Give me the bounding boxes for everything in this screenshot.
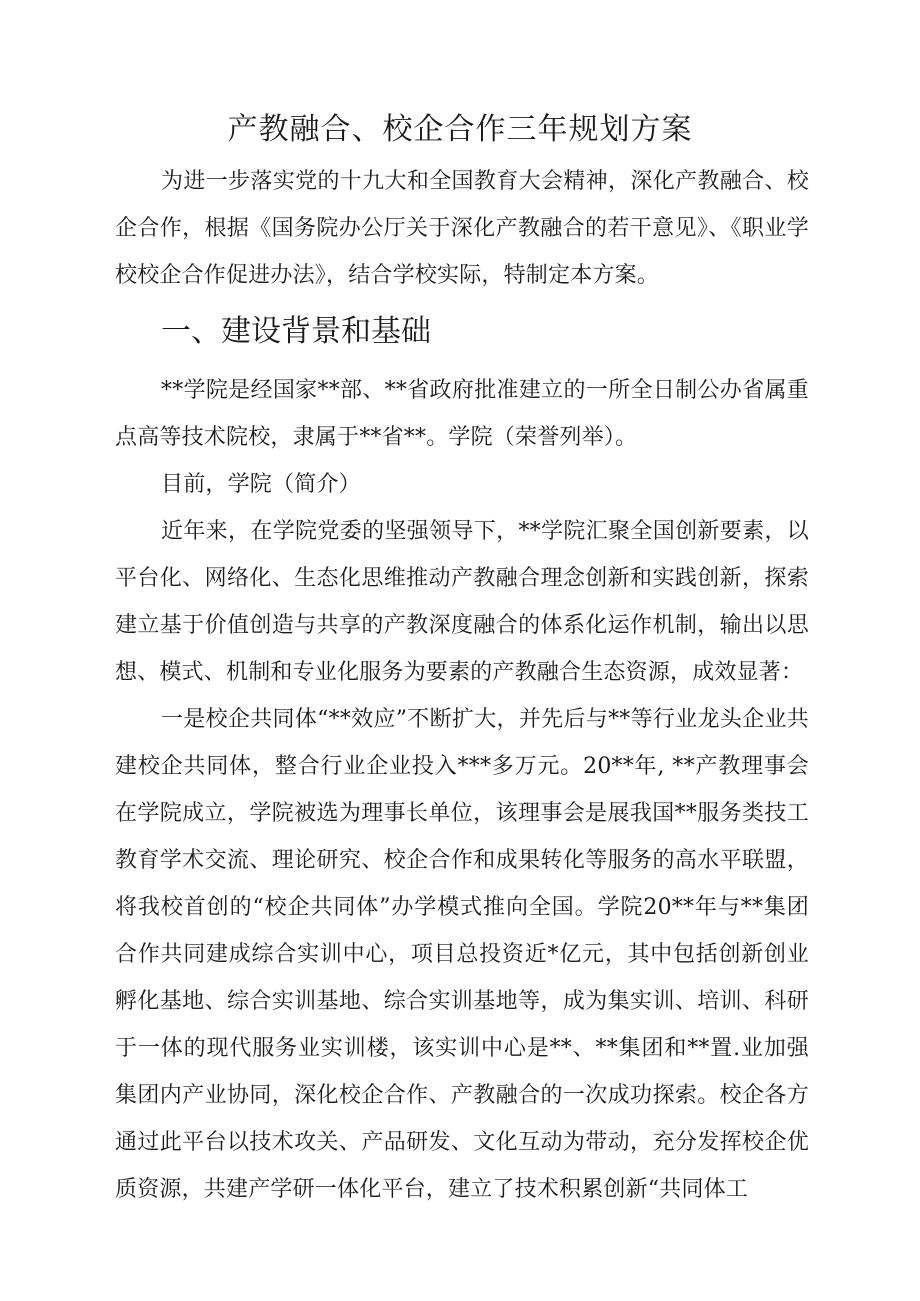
document-body [115,158,809,1213]
paragraph-4: 一是校企共同体“**效应”不断扩大，并先后与**等行业龙头企业共建校企共同体，整合行业企业投入***多万元。20**年, **产教理事会在学院成立，学院被选为理事长单位，该理事会是展我国**服务类技工教育学术交流、理论研究、校企合作和成果转化等服务的高水平联盟，将我校首创的“校企共同体”办学模式推向全国。学院20**年与**集团合作共同建成综合实训中心，项目总投资近*亿元，其中包括创新创业孵化基地、综合实训基地、综合实训基地等，成为集实训、培训、科研于一体的现代服务业实训楼，该实训中心是**、**集团和**置.业加强集团内产业协同，深化校企合作、产教融合的一次成功探索。校企各方通过此平台以技术攻关、产品研发、文化互动为带动，充分发挥校企优质资源，共建产学研一体化平台，建立了技术积累创新“共同体工 [115,707,809,1202]
section-heading: 一、建设背景和基础 [161,314,431,349]
intro-paragraph: 为进一步落实党的十九大和全国教育大会精神，深化产教融合、校企合作，根据《国务院办公厅关于深化产教融合的若干意见》、《职业学校校企合作促进办法》，结合学校实际，特制定本方案。 [115,169,809,288]
paragraph-3: 近年来，在学院党委的坚强领导下，**学院汇聚全国创新要素，以平台化、网络化、生态化思维推动产教融合理念创新和实践创新，探索建立基于价值创造与共享的产教深度融合的体系化运作机制，输出以思想、模式、机制和专业化服务为要素的产教融合生态资源，成效显著： [115,519,809,685]
document-title: 产教融合、校企合作三年规划方案 [227,112,693,147]
paragraph-2: 目前，学院（简介） [161,472,361,497]
paragraph-1: **学院是经国家**部、**省政府批准建立的一所全日制公办省属重点高等技术院校，隶属于**省**。学院（荣誉列举）。 [115,378,809,450]
